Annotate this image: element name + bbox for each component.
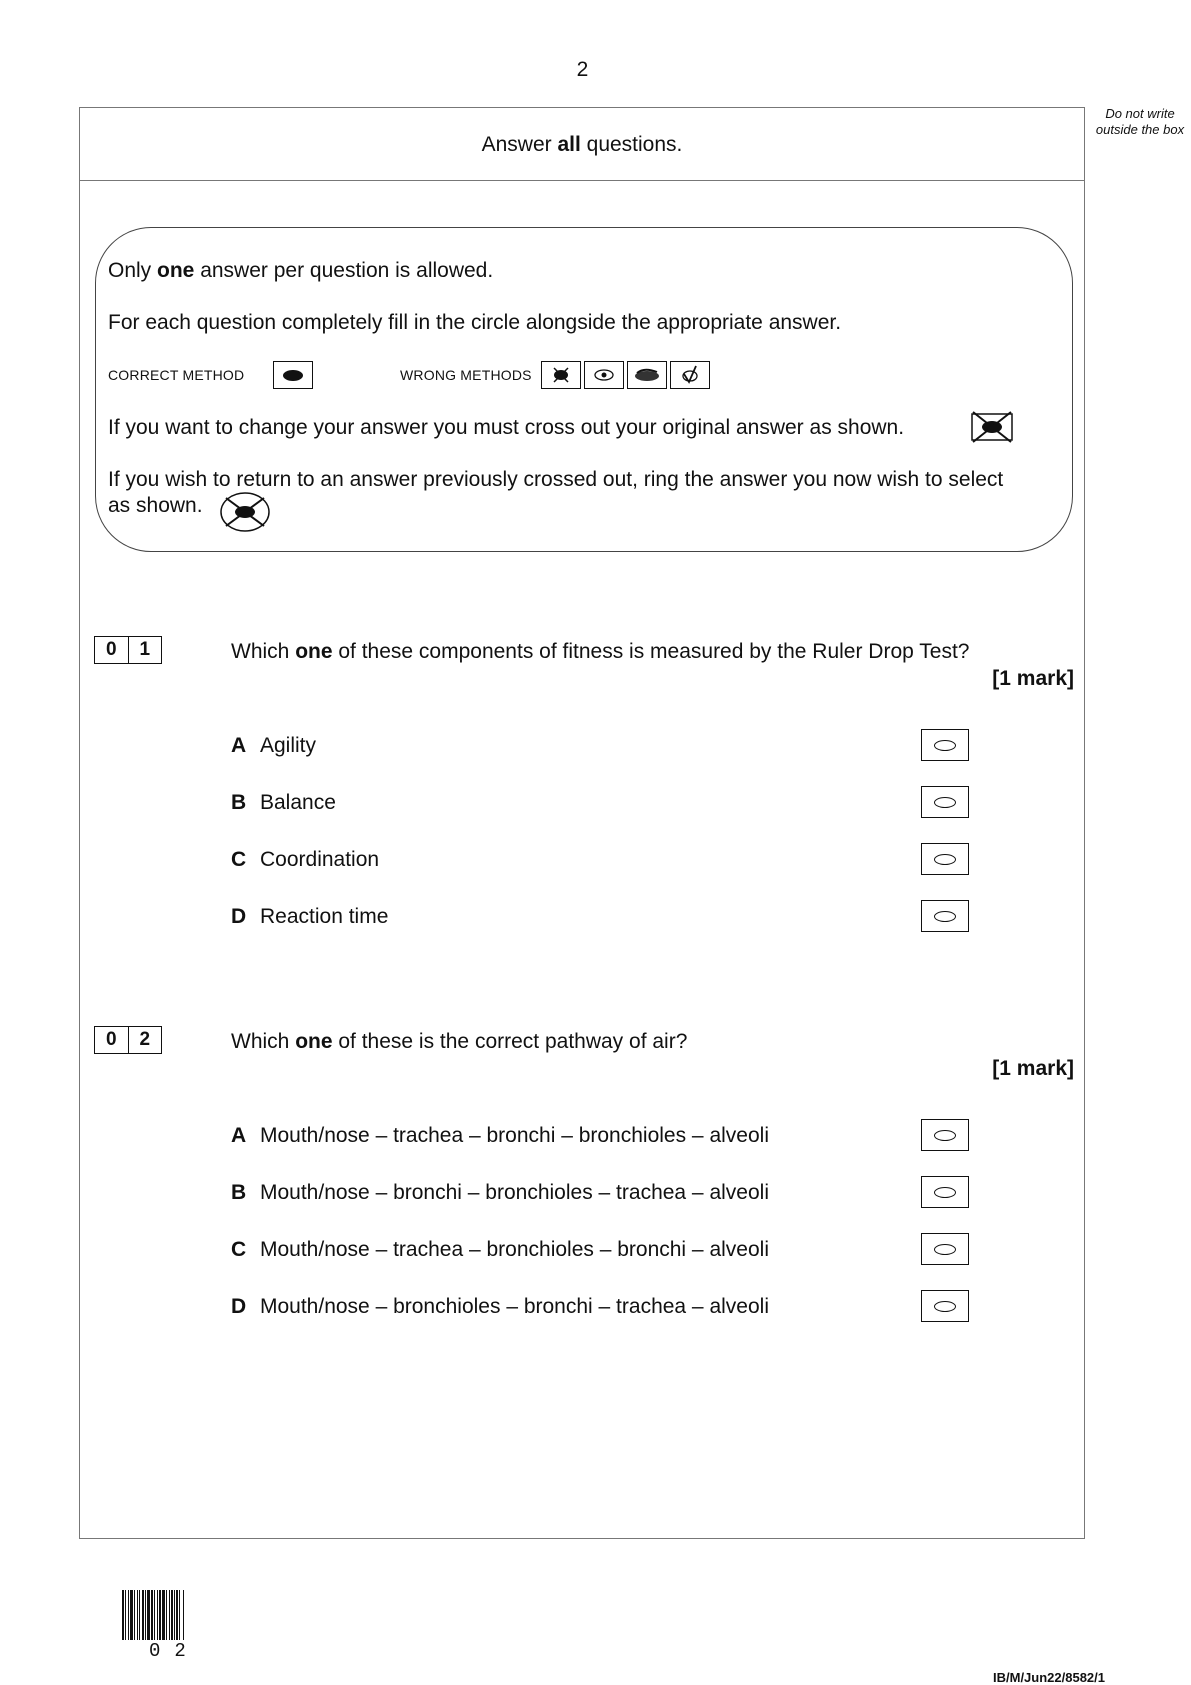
oval-icon [934,1187,956,1198]
option-text: Mouth/nose – bronchioles – bronchi – trachea – alveoli [260,1295,769,1318]
oval-icon [934,1301,956,1312]
rule-return-answer-line1: If you wish to return to an answer previously crossed out, ring the answer you now wish to select [108,468,1004,491]
question-number-digit: 2 [128,1027,162,1053]
rule-fill-circle: For each question completely fill in the circle alongside the appropriate answer. [108,311,842,334]
dotted-oval-icon [584,361,624,389]
oval-icon [934,740,956,751]
barcode-icon [120,1590,228,1647]
question-text-part: of these components of fitness is measured by the Ruler Drop Test? [332,640,970,663]
option-letter: C [231,848,247,871]
option-letter: A [231,734,247,757]
rule-one-answer [108,259,493,283]
answer-circle-q2-d[interactable] [921,1290,969,1322]
crossed-oval-icon [541,361,581,389]
ringed-answer-example-icon [218,490,272,534]
question-mark: [1 mark] [992,667,1074,690]
question-text [231,1030,687,1054]
ticked-oval-icon [670,361,710,389]
instruction-bold: all [557,133,581,156]
question-text-bold: one [295,640,333,663]
rule-change-answer: If you want to change your answer you must cross out your original answer as shown. [108,416,905,439]
oval-icon [934,1130,956,1141]
option-letter: B [231,791,247,814]
question-number-digit: 1 [128,637,162,663]
answer-circle-q1-a[interactable] [921,729,969,761]
option-text: Agility [260,734,317,757]
answer-circle-q1-d[interactable] [921,900,969,932]
oval-icon [934,911,956,922]
option-text: Mouth/nose – bronchi – bronchioles – trachea – alveoli [260,1181,769,1204]
answer-circle-q1-b[interactable] [921,786,969,818]
option-text: Balance [260,791,336,814]
question-text-part: Which [231,640,296,663]
scribbled-oval-icon [627,361,667,389]
question-number-digit: 0 [105,1029,117,1050]
answer-circle-q2-b[interactable] [921,1176,969,1208]
rule-return-answer-line2: as shown. [108,494,203,517]
question-number-box [94,1026,162,1054]
option-letter: D [231,905,247,928]
option-letter: D [231,1295,247,1318]
oval-icon [934,797,956,808]
question-number-box [94,636,162,664]
option-letter: B [231,1181,247,1204]
option-text: Mouth/nose – trachea – bronchi – bronchioles – alveoli [260,1124,769,1147]
question-mark: [1 mark] [992,1057,1074,1080]
answer-circle-q1-c[interactable] [921,843,969,875]
option-letter: A [231,1124,247,1147]
question-text-bold: one [295,1030,333,1053]
wrong-methods-examples [541,361,710,389]
barcode-number: 02 [149,1640,200,1662]
rule-text: Only [108,259,158,282]
header-divider [79,180,1085,181]
correct-method-example [273,361,313,389]
question-text [231,640,969,664]
rule-text: answer per question is allowed. [194,259,494,282]
option-text: Reaction time [260,905,389,928]
crossed-answer-example-icon [969,410,1015,444]
paper-reference-code: IB/M/Jun22/8582/1 [993,1670,1105,1685]
rule-bold: one [157,259,195,282]
wrong-methods-label: WRONG METHODS [400,367,532,383]
instruction-heading [79,133,1085,157]
oval-icon [934,1244,956,1255]
margin-note: Do not write outside the box [1095,106,1185,137]
answer-circle-q2-a[interactable] [921,1119,969,1151]
question-number-digit: 0 [105,639,117,660]
question-text-part: of these is the correct pathway of air? [332,1030,688,1053]
correct-method-label: CORRECT METHOD [108,367,245,383]
oval-icon [934,854,956,865]
question-text-part: Which [231,1030,296,1053]
option-text: Mouth/nose – trachea – bronchioles – bronchi – alveoli [260,1238,769,1261]
instruction-suffix: questions. [580,133,683,156]
filled-oval-icon [283,370,303,381]
option-letter: C [231,1238,247,1261]
answer-circle-q2-c[interactable] [921,1233,969,1265]
instruction-prefix: Answer [481,133,558,156]
page-number: 2 [576,58,589,81]
option-text: Coordination [260,848,380,871]
